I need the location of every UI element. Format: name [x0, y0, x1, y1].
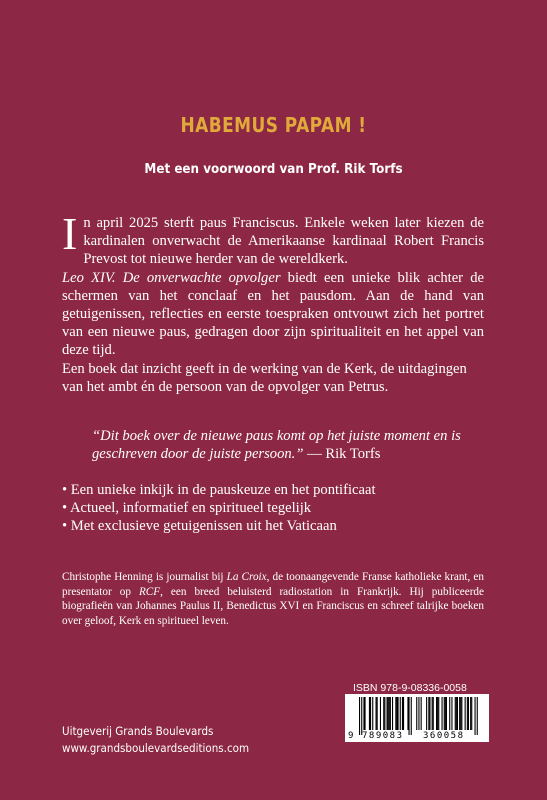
barcode-bar [365, 697, 366, 730]
barcode-bar [470, 697, 471, 730]
barcode-bar [457, 697, 458, 730]
bio-newspaper: La Croix [226, 571, 267, 583]
barcode-bar [432, 697, 433, 730]
blurb-paragraph-2 [62, 269, 484, 360]
barcode-bar [392, 697, 393, 730]
barcode-bar [377, 697, 378, 730]
barcode-bar [433, 697, 434, 730]
barcode-digit-first: 9 [348, 731, 354, 741]
barcode-bar [444, 697, 445, 730]
barcode-digits-left: 789083 [362, 731, 404, 741]
blurb-paragraph-3: Een boek dat inzicht geeft in de werking van de Kerk, de uitdagingen van het ambt én de persoon van de opvolger van Petrus. [62, 360, 467, 395]
barcode-bar [465, 697, 466, 730]
bio-part-2: , de toonaangevende Franse katholieke krant, en presentator op [62, 571, 484, 598]
barcode-bar [429, 697, 430, 730]
barcode-bar [398, 697, 399, 730]
publisher-name: Uitgeverij Grands Boulevards [62, 724, 214, 738]
barcode-digits [345, 730, 489, 742]
barcode [345, 694, 489, 742]
barcode-bar [407, 697, 408, 730]
barcode-bar [437, 697, 438, 730]
quote-attribution: — Rik Torfs [303, 446, 381, 463]
barcode-bar [468, 697, 469, 730]
barcode-bar [446, 697, 447, 730]
barcode-bar [436, 697, 437, 730]
barcode-bar [455, 697, 456, 730]
blurb-paragraph-2-text: biedt een unieke blik achter de schermen van het conclaaf en het pausdom. Aan de hand van getuigenissen, reflecties en eerste toespraken ontvouwt zich het portret van een nieuwe paus, gedragen door zijn spiritualiteit en het appel van deze tijd. [62, 269, 484, 359]
barcode-bar [372, 697, 373, 730]
barcode-bar [376, 697, 377, 730]
endorsement-quote [92, 427, 482, 463]
book-title: Leo XIV. De onverwachte opvolger [62, 269, 281, 286]
barcode-bar [456, 697, 457, 730]
barcode-bar [395, 697, 396, 730]
barcode-bar [445, 697, 446, 730]
barcode-bar [396, 697, 397, 730]
barcode-bar [369, 697, 370, 730]
barcode-bar [384, 697, 385, 730]
barcode-bar [363, 697, 364, 730]
feature-item: • Actueel, informatief en spiritueel tegelijk [62, 500, 312, 517]
bio-part-3: , een breed beluisterd radiostation in Frankrijk. Hij publiceerde biografieën van Johannes Paulus II, Benedictus XVI en Franciscus en schreef talrijke boeken over geloof, Kerk en spiritueel leven. [62, 585, 484, 627]
publisher-url[interactable]: www.grandsboulevardseditions.com [62, 741, 250, 755]
barcode-bar [403, 697, 404, 730]
barcode-bar [402, 697, 403, 730]
barcode-bar [459, 697, 460, 730]
feature-item: • Een unieke inkijk in de pauskeuze en het pontificaat [62, 482, 376, 498]
barcode-bar [426, 697, 427, 730]
barcode-bar [380, 697, 381, 730]
feature-list [62, 481, 492, 536]
barcode-bar [467, 697, 468, 730]
author-bio [62, 570, 484, 628]
barcode-bar [471, 697, 472, 730]
barcode-bar [400, 697, 401, 730]
blurb-paragraph-1 [62, 208, 484, 269]
bio-part-1: Christophe Henning is journalist bij [62, 571, 227, 583]
blurb-paragraph-1-text: n april 2025 sterft paus Franciscus. Enkele weken later kiezen de kardinalen onverwacht de Amerikaanse kardinaal Robert Francis Prevost tot nieuwe herder van de wereldkerk. [83, 215, 484, 268]
barcode-bar [428, 697, 429, 730]
barcode-bar [387, 697, 388, 730]
barcode-bar [383, 697, 384, 730]
barcode-bar [460, 697, 461, 730]
quote-text: “Dit boek over de nieuwe paus komt op het juiste moment en is geschreven door de juiste persoon.” [92, 428, 461, 463]
barcode-digits-right: 360058 [423, 731, 465, 741]
bio-radio: RCF [138, 585, 161, 598]
barcode-bar [442, 697, 443, 730]
barcode-bar [461, 697, 462, 730]
barcode-bar [389, 697, 390, 730]
barcode-bar [370, 697, 371, 730]
drop-cap: I [62, 208, 78, 259]
isbn-label: ISBN 978-9-08336-0058 [353, 682, 467, 694]
barcode-bar [438, 697, 439, 730]
publisher-block [62, 723, 249, 757]
barcode-bar [418, 697, 419, 730]
barcode-bar [416, 697, 417, 730]
barcode-bar [421, 697, 422, 730]
feature-item: • Met exclusieve getuigenissen uit het Vaticaan [62, 518, 337, 535]
headline: HABEMUS PAPAM ! [180, 113, 367, 137]
barcode-bar [451, 697, 452, 730]
barcode-bar [449, 697, 450, 730]
blurb [62, 208, 484, 396]
subtitle: Met een voorwoord van Prof. Rik Torfs [144, 162, 403, 177]
barcode-bar [388, 697, 389, 730]
barcode-bar [390, 697, 391, 730]
